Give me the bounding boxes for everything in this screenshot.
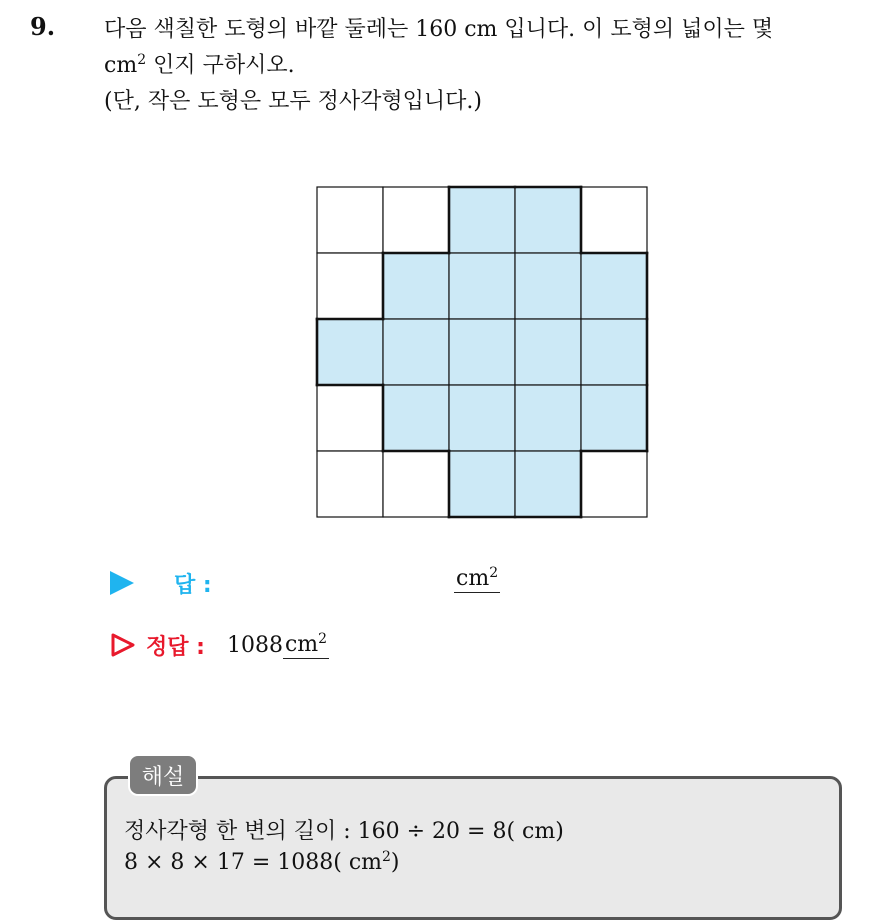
- grid-cell-shaded: [449, 385, 515, 451]
- question-text: [104, 12, 874, 120]
- solution-box: [104, 776, 842, 920]
- grid-cell-shaded: [581, 253, 647, 319]
- grid-cell-shaded: [515, 451, 581, 517]
- grid-cell: [581, 187, 647, 253]
- answer-row: [110, 563, 212, 603]
- solution-tag: 해설: [128, 754, 198, 796]
- outline-arrow-icon: [110, 632, 136, 658]
- correct-answer-value: 1088: [226, 632, 283, 658]
- grid-cell: [383, 451, 449, 517]
- question-unit: cm: [104, 53, 138, 78]
- answer-label: 답 :: [174, 572, 212, 598]
- grid-cell-shaded: [581, 319, 647, 385]
- grid-cell-shaded: [383, 253, 449, 319]
- grid-cell-shaded: [449, 319, 515, 385]
- grid-cell: [383, 187, 449, 253]
- answer-unit-sup: 2: [489, 565, 499, 581]
- solution-line-2-main: 8 × 8 × 17 = 1088( cm: [124, 850, 382, 875]
- question-line-2-rest: 인지 구하시오.: [146, 53, 295, 78]
- solution-line-2-end: ): [390, 850, 400, 875]
- answer-unit: cm: [456, 566, 490, 591]
- question-line-3: (단, 작은 도형은 모두 정사각형입니다.): [104, 89, 482, 114]
- grid-cell-shaded: [515, 319, 581, 385]
- correct-answer-row: [110, 625, 329, 665]
- grid-cell: [317, 187, 383, 253]
- correct-answer-unit: cm: [284, 631, 319, 657]
- question-line-2: [104, 48, 874, 84]
- grid-cell: [581, 451, 647, 517]
- play-arrow-icon: [110, 571, 134, 595]
- grid-cell: [317, 253, 383, 319]
- solution-line-2: [124, 850, 400, 875]
- correct-answer-unit-sup: 2: [318, 630, 328, 647]
- solution-line-2-sup: 2: [382, 849, 391, 865]
- question-number: 9.: [30, 12, 56, 41]
- grid-cell-shaded: [317, 319, 383, 385]
- grid-cell-shaded: [449, 451, 515, 517]
- solution-line-1: 정사각형 한 변의 길이 : 160 ÷ 20 = 8( cm): [124, 819, 564, 844]
- grid-cell-shaded: [515, 187, 581, 253]
- answer-blank[interactable]: [454, 566, 500, 593]
- grid-cell: [317, 385, 383, 451]
- question-line-1: 다음 색칠한 도형의 바깥 둘레는 160 cm 입니다. 이 도형의 넓이는 몇: [104, 17, 774, 42]
- square-grid-figure: [310, 180, 654, 524]
- grid-cell-shaded: [449, 253, 515, 319]
- grid-cell-shaded: [515, 253, 581, 319]
- grid-cell-shaded: [515, 385, 581, 451]
- grid-cell-shaded: [383, 385, 449, 451]
- question-unit-sup: 2: [137, 52, 147, 68]
- correct-answer-unit-wrap: [283, 632, 329, 659]
- grid-cell-shaded: [383, 319, 449, 385]
- grid-cell: [317, 451, 383, 517]
- grid-cell-shaded: [581, 385, 647, 451]
- correct-answer-label: 정답 :: [146, 634, 205, 660]
- grid-cell-shaded: [449, 187, 515, 253]
